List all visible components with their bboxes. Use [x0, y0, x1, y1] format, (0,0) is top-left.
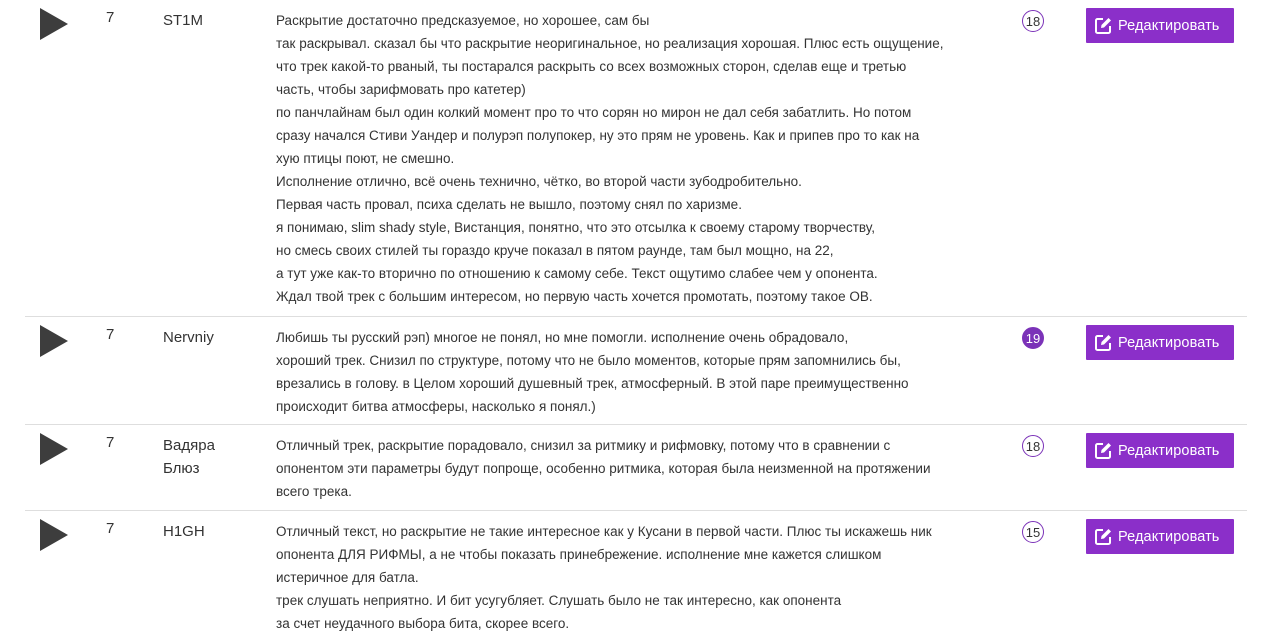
- review-line: Первая часть провал, психа сделать не вышло, поэтому снял по харизме.: [276, 197, 742, 212]
- score-badge: 18: [1022, 435, 1044, 457]
- play-icon: [40, 8, 68, 40]
- review-row: [25, 510, 1247, 640]
- review-line: трек слушать неприятно. И бит усугубляет. Слушать было не так интересно, как опонента: [276, 593, 842, 608]
- review-line: хороший трек. Снизил по структуре, потому что не было моментов, которые прям запомнились бы,: [276, 353, 901, 368]
- review-line: Ждал твой трек с большим интересом, но первую часть хочется промотать, поэтому такое ОВ.: [276, 289, 873, 304]
- play-icon: [40, 325, 68, 357]
- author-name: ST1M: [163, 12, 204, 29]
- edit-icon: [1095, 442, 1112, 459]
- review-line: часть, чтобы зарифмовать про катетер): [276, 82, 526, 97]
- review-line: хую птицы поют, не смешно.: [276, 151, 455, 166]
- review-line: Отличный текст, но раскрытие не такие интересное как у Кусани в первой части. Плюс ты искажешь ник: [276, 524, 932, 539]
- score-badge: 15: [1022, 521, 1044, 543]
- review-line: сразу начался Стиви Уандер и полурэп полупокер, ну это прям не уровень. Как и припев про то как на: [276, 128, 920, 143]
- review-line: так раскрывал. сказал бы что раскрытие неоригинальное, но реализация хорошая. Плюс есть ощущение,: [276, 36, 944, 51]
- play-button[interactable]: [40, 8, 68, 40]
- play-icon: [40, 433, 68, 465]
- play-icon: [40, 519, 68, 551]
- edit-icon: [1095, 17, 1112, 34]
- play-button[interactable]: [40, 433, 68, 465]
- review-line: Исполнение отлично, всё очень технично, чётко, во второй части зубодробительно.: [276, 174, 802, 189]
- review-line: Раскрытие достаточно предсказуемое, но хорошее, сам бы: [276, 13, 650, 28]
- play-button[interactable]: [40, 325, 68, 357]
- author-name: Nervniy: [163, 329, 214, 346]
- review-row: [25, 424, 1247, 510]
- edit-button-label: Редактировать: [1118, 334, 1220, 351]
- review-line: всего трека.: [276, 484, 352, 499]
- review-line: а тут уже как-то вторично по отношению к самому себе. Текст ощутимо слабее чем у опонента.: [276, 266, 878, 281]
- review-row: [25, 0, 1247, 316]
- round-number: 7: [106, 520, 115, 537]
- review-line: опонентом эти параметры будут попроще, особенно ритмика, которая была неизменной на протяжении: [276, 461, 931, 476]
- review-line: по панчлайнам был один колкий момент про то что сорян но мирон не дал себя забатлить. Но потом: [276, 105, 912, 120]
- review-text: [276, 434, 1016, 503]
- reviews-table: [25, 0, 1247, 640]
- edit-button[interactable]: [1086, 325, 1234, 360]
- score-badge: 18: [1022, 10, 1044, 32]
- edit-button-label: Редактировать: [1118, 528, 1220, 545]
- round-number: 7: [106, 434, 115, 451]
- review-text: [276, 520, 1016, 635]
- review-line: опонента ДЛЯ РИФМЫ, а не чтобы показать принебрежение. исполнение мне кажется слишком: [276, 547, 882, 562]
- edit-icon: [1095, 334, 1112, 351]
- review-line: я понимаю, slim shady style, Вистанция, понятно, что это отсылка к своему старому творчеству,: [276, 220, 875, 235]
- edit-icon: [1095, 528, 1112, 545]
- review-text: [276, 326, 1016, 418]
- review-text: [276, 9, 1016, 308]
- review-line: истеричное для батла.: [276, 570, 419, 585]
- review-line: Любишь ты русский рэп) многое не понял, но мне помогли. исполнение очень обрадовало,: [276, 330, 849, 345]
- play-button[interactable]: [40, 519, 68, 551]
- score-badge: 19: [1022, 327, 1044, 349]
- review-line: но смесь своих стилей ты гораздо круче показал в пятом раунде, там был мощно, на 22,: [276, 243, 834, 258]
- author-name: H1GH: [163, 523, 205, 540]
- edit-button[interactable]: [1086, 8, 1234, 43]
- review-line: происходит битва атмосферы, насколько я понял.): [276, 399, 596, 414]
- round-number: 7: [106, 9, 115, 26]
- edit-button[interactable]: [1086, 519, 1234, 554]
- review-line: за счет неудачного выбора бита, скорее всего.: [276, 616, 570, 631]
- edit-button[interactable]: [1086, 433, 1234, 468]
- edit-button-label: Редактировать: [1118, 442, 1220, 459]
- review-line: Отличный трек, раскрытие порадовало, снизил за ритмику и рифмовку, потому что в сравнении с: [276, 438, 891, 453]
- review-row: [25, 316, 1247, 424]
- review-line: что трек какой-то рваный, ты постарался раскрыть со всех возможных сторон, сделав еще и третью: [276, 59, 907, 74]
- edit-button-label: Редактировать: [1118, 17, 1220, 34]
- round-number: 7: [106, 326, 115, 343]
- review-line: врезались в голову. в Целом хороший душевный трек, атмосферный. В этой паре преимущественно: [276, 376, 909, 391]
- author-name: Вадяра Блюз: [163, 437, 215, 477]
